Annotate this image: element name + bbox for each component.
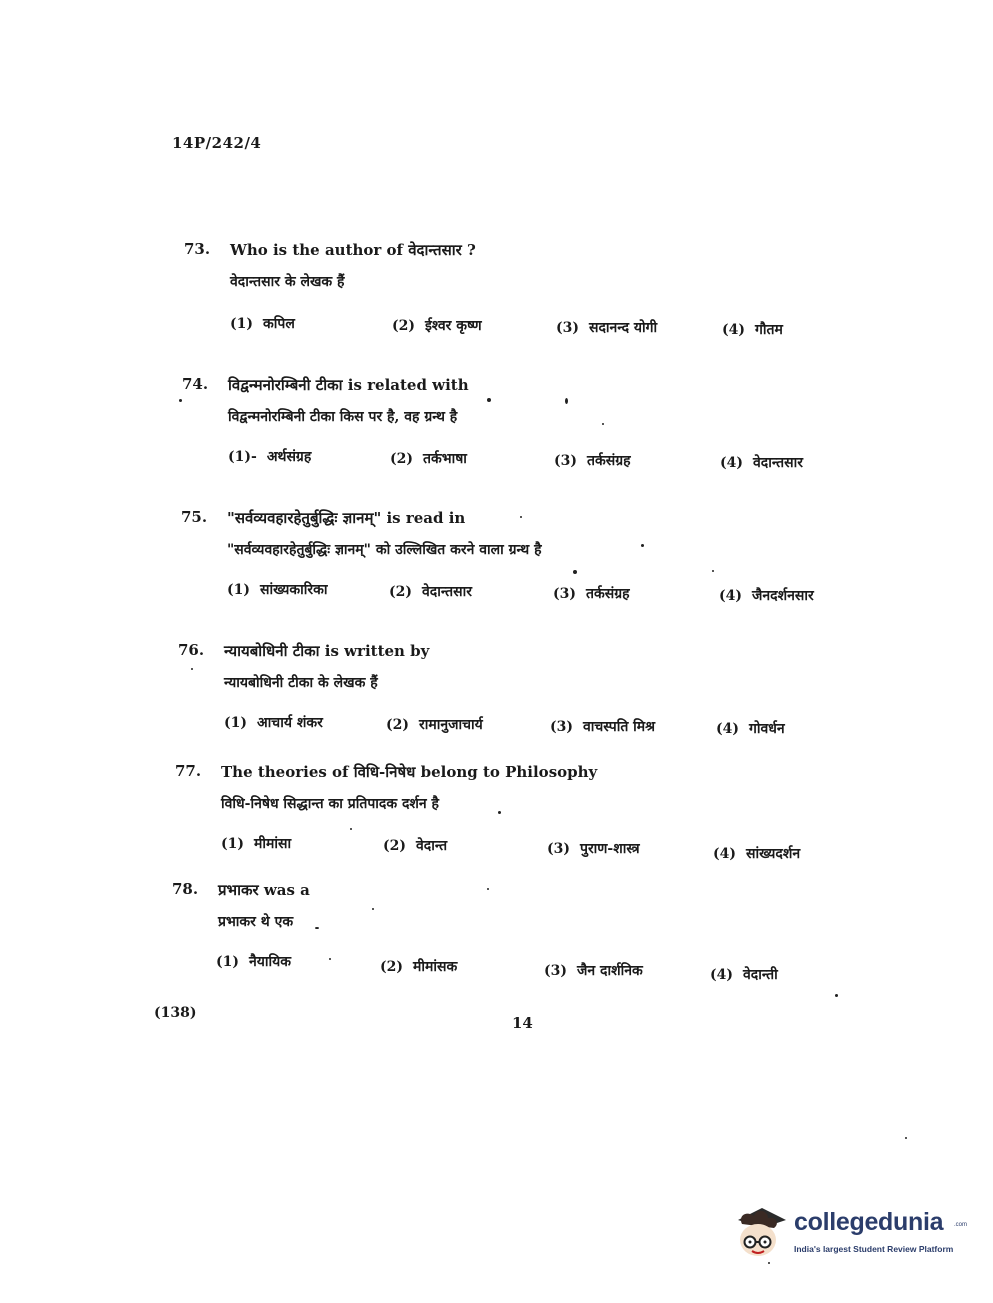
option-2 [386,715,483,734]
option-number: (1) [221,836,244,852]
option-number: (3) [550,719,573,735]
option-3 [556,318,657,337]
question-text-english: विद्वन्मनोरम्बिनी टीका is related with [228,376,469,394]
option-number: (4) [722,322,745,338]
option-1 [230,314,295,333]
option-text: पुराण-शास्त्र [580,841,640,857]
option-number: (2) [386,717,409,733]
option-number: (1) [224,715,247,731]
option-3 [547,839,640,858]
collegedunia-logo [732,1196,967,1266]
option-3 [554,451,631,470]
option-text: गोवर्धन [749,721,785,737]
scan-speck [641,544,644,547]
question-number: 78. [172,880,199,898]
option-text: सदानन्द योगी [589,320,658,336]
option-text: ईश्वर कृष्ण [425,318,482,334]
option-number: (3) [547,841,570,857]
option-text: आचार्य शंकर [257,715,323,731]
question-text-english: "सर्वव्यवहारहेतुर्बुद्धिः ज्ञानम्" is read in [227,509,466,527]
option-text: वाचस्पति मिश्र [583,719,656,735]
scan-speck [350,828,352,830]
question-number: 77. [175,762,202,780]
option-number: (4) [720,455,743,471]
question-number: 75. [181,508,208,526]
option-number: (3) [553,586,576,602]
option-number: (2) [380,959,403,975]
question-text-hindi: विद्वन्मनोरम्बिनी टीका किस पर है, वह ग्रन्थ है [228,409,458,425]
option-4 [710,965,778,984]
scan-speck [179,399,182,402]
question-text-hindi: प्रभाकर थे एक [218,914,294,930]
option-text: रामानुजाचार्य [419,717,483,733]
option-text: नैयायिक [249,954,292,970]
option-text: सांख्यदर्शन [746,846,801,862]
option-4 [719,586,814,605]
option-number: (2) [389,584,412,600]
option-3 [550,717,655,736]
paper-code: 14P/242/4 [172,134,262,152]
question-number: 74. [182,375,209,393]
option-number: (3) [554,453,577,469]
scan-speck [372,908,374,910]
option-number: (2) [390,451,413,467]
scan-speck [905,1137,907,1139]
question-text-english: Who is the author of वेदान्तसार ? [230,241,476,259]
question-text-english: प्रभाकर was a [218,881,310,899]
option-text: गौतम [755,322,783,338]
option-1 [216,952,291,971]
option-number: (1) [230,316,253,332]
option-text: सांख्यकारिका [260,582,328,598]
option-number: (3) [556,320,579,336]
question-text-hindi: वेदान्तसार के लेखक हैं [230,274,345,290]
option-number: (4) [710,967,733,983]
option-2 [380,957,457,976]
scan-speck [315,927,319,929]
option-4 [713,844,800,863]
option-text: जैनदर्शनसार [752,588,814,604]
option-3 [553,584,630,603]
scan-speck [565,398,568,404]
option-number: (2) [392,318,415,334]
option-1 [224,713,323,732]
question-text-english: न्यायबोधिनी टीका is written by [224,642,430,660]
option-text: मीमांसा [254,836,292,852]
scan-speck [602,423,604,425]
question-number: 76. [178,641,205,659]
option-4 [716,719,785,738]
brand-tagline: India's largest Student Review Platform [794,1244,954,1254]
page-number: 14 [512,1014,533,1032]
option-1 [227,580,328,599]
option-text: तर्कसंग्रह [587,453,631,469]
option-text: तर्कसंग्रह [586,586,630,602]
option-text: जैन दार्शनिक [577,963,643,979]
scan-speck [329,958,331,960]
question-text-english: The theories of विधि-निषेध belong to Philosophy [221,763,598,781]
option-text: वेदान्ती [743,967,778,983]
footer-code: (138) [154,1005,197,1021]
option-number: (2) [383,838,406,854]
question-text-hindi: विधि-निषेध सिद्धान्त का प्रतिपादक दर्शन है [221,796,439,812]
option-text: वेदान्तसार [422,584,472,600]
scan-speck [487,398,491,402]
option-4 [722,320,783,339]
brand-name: collegedunia [794,1208,944,1236]
option-number: (3) [544,963,567,979]
option-1 [228,447,311,466]
scan-speck [835,994,838,997]
scan-speck [498,811,501,814]
option-number: (1)- [228,449,257,465]
option-number: (4) [713,846,736,862]
option-number: (4) [719,588,742,604]
option-text: मीमांसक [413,959,458,975]
scan-speck [520,516,522,518]
option-text: वेदान्त [416,838,448,854]
question-number: 73. [184,240,211,258]
option-2 [383,836,447,855]
option-2 [390,449,467,468]
option-number: (4) [716,721,739,737]
brand-suffix: .com [954,1222,968,1228]
scan-speck [487,888,489,890]
scan-speck [712,570,714,572]
option-2 [392,316,482,335]
option-3 [544,961,643,980]
scan-speck [573,570,577,574]
option-1 [221,834,291,853]
option-text: अर्थसंग्रह [266,449,312,465]
option-number: (1) [216,954,239,970]
question-text-hindi: "सर्वव्यवहारहेतुर्बुद्धिः ज्ञानम्" को उल्लिखित करने वाला ग्रन्थ है [227,542,542,558]
option-2 [389,582,472,601]
option-number: (1) [227,582,250,598]
option-4 [720,453,803,472]
scan-speck [191,668,193,670]
option-text: तर्कभाषा [423,451,467,467]
mascot-icon [732,1198,792,1262]
question-text-hindi: न्यायबोधिनी टीका के लेखक हैं [224,675,378,691]
option-text: वेदान्तसार [753,455,803,471]
option-text: कपिल [263,316,295,332]
